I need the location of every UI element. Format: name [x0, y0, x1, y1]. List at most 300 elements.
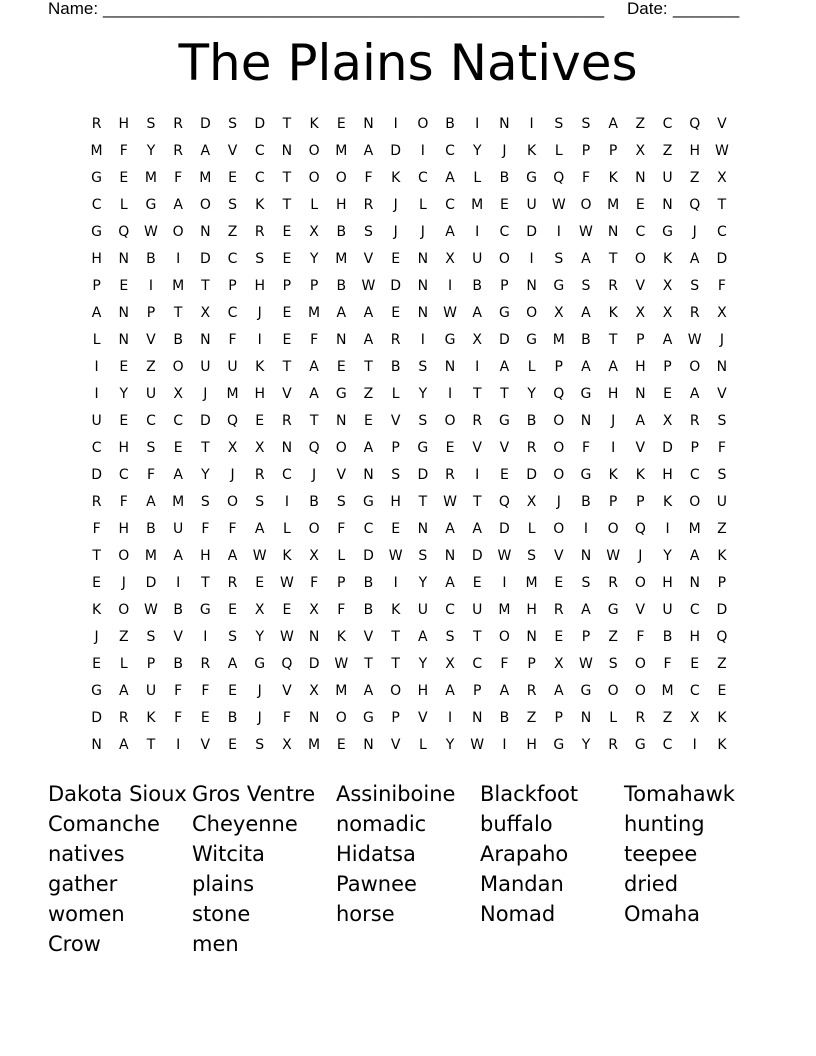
grid-letter[interactable]: I — [420, 332, 425, 348]
grid-letter[interactable]: X — [309, 224, 319, 240]
grid-letter[interactable]: D — [526, 224, 537, 240]
grid-letter[interactable]: J — [692, 224, 697, 240]
grid-letter[interactable]: J — [230, 467, 235, 483]
grid-letter[interactable]: M — [199, 170, 212, 186]
grid-letter[interactable]: A — [608, 359, 618, 375]
grid-letter[interactable]: I — [176, 737, 181, 753]
grid-letter[interactable]: E — [499, 467, 509, 483]
grid-letter[interactable]: B — [662, 629, 673, 645]
grid-letter[interactable]: U — [145, 683, 157, 699]
grid-letter[interactable]: E — [228, 737, 237, 753]
grid-letter[interactable]: O — [335, 170, 347, 186]
grid-letter[interactable]: A — [227, 548, 238, 564]
grid-letter[interactable]: F — [174, 683, 183, 699]
grid-letter[interactable]: N — [118, 251, 130, 267]
grid-letter[interactable]: T — [282, 359, 292, 375]
grid-letter[interactable]: I — [176, 575, 181, 591]
grid-letter[interactable]: H — [689, 143, 700, 159]
grid-letter[interactable]: L — [609, 710, 618, 726]
grid-letter[interactable]: N — [526, 278, 537, 294]
grid-letter[interactable]: F — [663, 656, 672, 672]
grid-letter[interactable]: E — [499, 197, 509, 213]
grid-letter[interactable]: B — [581, 494, 591, 510]
grid-letter[interactable]: H — [662, 575, 673, 591]
grid-letter[interactable]: N — [336, 332, 347, 348]
grid-letter[interactable]: U — [472, 602, 483, 618]
grid-letter[interactable]: M — [226, 386, 239, 402]
grid-letter[interactable]: F — [636, 629, 645, 645]
grid-letter[interactable]: B — [336, 224, 347, 240]
grid-letter[interactable]: W — [443, 494, 457, 510]
grid-letter[interactable]: N — [417, 521, 429, 537]
grid-letter[interactable]: G — [145, 197, 157, 213]
grid-letter[interactable]: S — [336, 494, 346, 510]
grid-letter[interactable]: F — [174, 170, 183, 186]
grid-letter[interactable]: X — [662, 278, 673, 294]
grid-letter[interactable]: C — [118, 467, 129, 483]
grid-letter[interactable]: D — [91, 467, 102, 483]
grid-letter[interactable]: P — [228, 278, 237, 294]
grid-letter[interactable]: O — [335, 710, 347, 726]
grid-letter[interactable]: G — [91, 224, 103, 240]
grid-letter[interactable]: E — [119, 170, 129, 186]
grid-letter[interactable]: P — [527, 656, 536, 672]
grid-letter[interactable]: R — [200, 656, 211, 672]
grid-letter[interactable]: P — [282, 278, 292, 294]
grid-letter[interactable]: T — [146, 737, 156, 753]
grid-letter[interactable]: C — [499, 224, 510, 240]
grid-letter[interactable]: I — [203, 629, 208, 645]
grid-letter[interactable]: R — [472, 413, 483, 429]
grid-letter[interactable]: V — [553, 548, 564, 564]
grid-letter[interactable]: V — [635, 440, 646, 456]
grid-letter[interactable]: F — [581, 440, 590, 456]
grid-letter[interactable]: J — [312, 467, 317, 483]
grid-letter[interactable]: I — [257, 332, 262, 348]
grid-letter[interactable]: D — [716, 602, 728, 618]
grid-letter[interactable]: T — [717, 197, 727, 213]
grid-letter[interactable]: A — [445, 575, 455, 591]
grid-letter[interactable]: I — [611, 440, 616, 456]
grid-letter[interactable]: O — [526, 305, 538, 321]
grid-letter[interactable]: O — [172, 359, 184, 375]
grid-letter[interactable]: E — [228, 170, 237, 186]
grid-letter[interactable]: K — [717, 737, 727, 753]
grid-letter[interactable]: B — [526, 413, 537, 429]
grid-letter[interactable]: E — [663, 386, 672, 402]
grid-letter[interactable]: E — [690, 656, 700, 672]
grid-letter[interactable]: Y — [445, 737, 455, 753]
grid-letter[interactable]: W — [443, 305, 457, 321]
grid-letter[interactable]: F — [500, 656, 509, 672]
grid-letter[interactable]: G — [498, 413, 510, 429]
grid-letter[interactable]: A — [200, 143, 211, 159]
grid-letter[interactable]: N — [281, 440, 293, 456]
grid-letter[interactable]: W — [361, 278, 376, 294]
grid-letter[interactable]: C — [689, 467, 700, 483]
grid-letter[interactable]: C — [417, 170, 428, 186]
grid-letter[interactable]: F — [119, 494, 128, 510]
grid-letter[interactable]: M — [335, 143, 348, 159]
grid-letter[interactable]: C — [254, 170, 265, 186]
grid-letter[interactable]: C — [91, 440, 102, 456]
grid-letter[interactable]: R — [227, 575, 238, 591]
grid-letter[interactable]: X — [254, 440, 265, 456]
grid-letter[interactable]: P — [581, 629, 591, 645]
grid-letter[interactable]: G — [662, 224, 673, 240]
grid-letter[interactable]: R — [91, 116, 102, 132]
grid-letter[interactable]: Y — [146, 143, 156, 159]
grid-letter[interactable]: M — [525, 575, 538, 591]
grid-letter[interactable]: H — [689, 629, 700, 645]
grid-letter[interactable]: J — [611, 413, 616, 429]
grid-letter[interactable]: P — [554, 710, 563, 726]
grid-letter[interactable]: J — [257, 683, 262, 699]
grid-letter[interactable]: C — [445, 602, 455, 618]
grid-letter[interactable]: N — [580, 548, 592, 564]
grid-letter[interactable]: A — [309, 386, 319, 402]
grid-letter[interactable]: M — [498, 602, 511, 618]
grid-letter[interactable]: B — [445, 116, 455, 132]
grid-letter[interactable]: S — [717, 413, 727, 429]
grid-letter[interactable]: E — [336, 116, 346, 132]
grid-letter[interactable]: T — [282, 197, 292, 213]
grid-letter[interactable]: I — [475, 116, 480, 132]
grid-letter[interactable]: D — [471, 548, 483, 564]
grid-letter[interactable]: P — [636, 494, 645, 510]
grid-letter[interactable]: C — [717, 224, 727, 240]
grid-letter[interactable]: O — [227, 494, 239, 510]
grid-letter[interactable]: X — [662, 413, 673, 429]
grid-letter[interactable]: C — [227, 251, 238, 267]
grid-letter[interactable]: I — [529, 116, 534, 132]
grid-letter[interactable]: X — [553, 305, 564, 321]
grid-letter[interactable]: O — [308, 143, 320, 159]
grid-letter[interactable]: Z — [526, 710, 537, 726]
grid-letter[interactable]: T — [282, 116, 292, 132]
grid-letter[interactable]: S — [608, 656, 618, 672]
name-field[interactable]: _____________________________________________________ — [103, 0, 605, 18]
grid-letter[interactable]: K — [255, 359, 265, 375]
grid-letter[interactable]: S — [391, 467, 401, 483]
grid-letter[interactable]: Y — [201, 467, 210, 483]
grid-letter[interactable]: Z — [717, 521, 727, 537]
grid-letter[interactable]: H — [118, 521, 130, 537]
grid-letter[interactable]: O — [689, 494, 701, 510]
grid-letter[interactable]: I — [502, 575, 507, 591]
grid-letter[interactable]: K — [608, 170, 618, 186]
grid-letter[interactable]: Z — [146, 359, 156, 375]
grid-letter[interactable]: X — [553, 656, 564, 672]
grid-letter[interactable]: X — [254, 602, 265, 618]
grid-letter[interactable]: A — [91, 305, 102, 321]
grid-letter[interactable]: D — [390, 278, 402, 294]
grid-letter[interactable]: M — [607, 197, 620, 213]
grid-letter[interactable]: D — [499, 332, 510, 348]
grid-letter[interactable]: O — [634, 656, 646, 672]
grid-letter[interactable]: W — [279, 629, 294, 645]
grid-letter[interactable]: D — [662, 440, 673, 456]
grid-letter[interactable]: H — [635, 359, 646, 375]
grid-letter[interactable]: H — [118, 440, 130, 456]
grid-letter[interactable]: H — [336, 197, 347, 213]
grid-letter[interactable]: O — [118, 602, 130, 618]
grid-letter[interactable]: E — [200, 710, 210, 726]
grid-letter[interactable]: U — [227, 359, 238, 375]
grid-letter[interactable]: R — [282, 413, 292, 429]
grid-letter[interactable]: A — [445, 521, 455, 537]
grid-letter[interactable]: N — [118, 305, 130, 321]
grid-letter[interactable]: F — [337, 602, 346, 618]
grid-letter[interactable]: Z — [227, 224, 238, 240]
grid-letter[interactable]: V — [282, 386, 292, 402]
grid-letter[interactable]: W — [687, 332, 702, 348]
grid-letter[interactable]: B — [390, 359, 401, 375]
grid-letter[interactable]: H — [526, 602, 537, 618]
grid-letter[interactable]: G — [363, 710, 374, 726]
grid-letter[interactable]: A — [499, 359, 510, 375]
grid-letter[interactable]: R — [608, 737, 619, 753]
grid-letter[interactable]: E — [554, 629, 564, 645]
grid-letter[interactable]: V — [635, 602, 646, 618]
grid-letter[interactable]: I — [692, 737, 697, 753]
grid-letter[interactable]: L — [283, 521, 291, 537]
grid-letter[interactable]: H — [118, 116, 130, 132]
grid-letter[interactable]: I — [94, 386, 99, 402]
grid-letter[interactable]: Y — [309, 251, 319, 267]
grid-letter[interactable]: F — [364, 170, 373, 186]
grid-letter[interactable]: E — [635, 197, 645, 213]
grid-letter[interactable]: X — [173, 386, 183, 402]
grid-letter[interactable]: C — [689, 683, 700, 699]
grid-letter[interactable]: W — [144, 602, 158, 618]
grid-letter[interactable]: X — [309, 683, 319, 699]
grid-letter[interactable]: J — [502, 143, 507, 159]
grid-letter[interactable]: M — [144, 548, 158, 564]
grid-letter[interactable]: F — [146, 467, 155, 483]
grid-letter[interactable]: A — [173, 467, 183, 483]
grid-letter[interactable]: K — [391, 170, 401, 186]
grid-letter[interactable]: N — [444, 548, 456, 564]
grid-letter[interactable]: G — [254, 656, 266, 672]
grid-letter[interactable]: N — [417, 278, 429, 294]
grid-letter[interactable]: G — [634, 737, 646, 753]
grid-letter[interactable]: P — [690, 440, 699, 456]
grid-letter[interactable]: T — [500, 386, 509, 402]
grid-letter[interactable]: N — [91, 737, 102, 753]
grid-letter[interactable]: T — [282, 170, 292, 186]
grid-letter[interactable]: M — [688, 521, 701, 537]
grid-letter[interactable]: V — [635, 278, 646, 294]
grid-letter[interactable]: P — [146, 656, 156, 672]
grid-letter[interactable]: O — [580, 197, 592, 213]
grid-letter[interactable]: A — [581, 251, 591, 267]
grid-letter[interactable]: A — [336, 305, 347, 321]
grid-letter[interactable]: C — [146, 413, 156, 429]
grid-letter[interactable]: T — [364, 359, 373, 375]
grid-letter[interactable]: T — [201, 278, 210, 294]
grid-letter[interactable]: X — [526, 494, 537, 510]
grid-letter[interactable]: S — [581, 575, 591, 591]
grid-letter[interactable]: O — [444, 413, 456, 429]
grid-letter[interactable]: U — [91, 413, 102, 429]
grid-letter[interactable]: Q — [634, 521, 646, 537]
grid-letter[interactable]: O — [498, 251, 510, 267]
grid-letter[interactable]: M — [661, 683, 674, 699]
grid-letter[interactable]: W — [279, 575, 294, 591]
grid-letter[interactable]: S — [255, 494, 265, 510]
grid-letter[interactable]: I — [665, 521, 670, 537]
grid-letter[interactable]: X — [445, 251, 455, 267]
grid-letter[interactable]: K — [92, 602, 102, 618]
grid-letter[interactable]: Y — [472, 143, 482, 159]
grid-letter[interactable]: L — [310, 197, 318, 213]
grid-letter[interactable]: T — [201, 440, 210, 456]
grid-letter[interactable]: X — [635, 143, 646, 159]
grid-letter[interactable]: S — [690, 278, 700, 294]
grid-letter[interactable]: X — [472, 332, 483, 348]
grid-letter[interactable]: H — [662, 467, 673, 483]
grid-letter[interactable]: E — [92, 575, 102, 591]
grid-letter[interactable]: K — [717, 710, 727, 726]
grid-letter[interactable]: T — [201, 575, 210, 591]
grid-letter[interactable]: O — [607, 683, 619, 699]
grid-letter[interactable]: G — [580, 683, 592, 699]
grid-letter[interactable]: A — [363, 305, 374, 321]
grid-letter[interactable]: B — [472, 278, 483, 294]
grid-letter[interactable]: Y — [418, 386, 428, 402]
grid-letter[interactable]: S — [146, 440, 156, 456]
grid-letter[interactable]: C — [282, 467, 292, 483]
grid-letter[interactable]: X — [717, 305, 727, 321]
date-field[interactable]: _______ — [673, 0, 740, 18]
grid-letter[interactable]: T — [92, 548, 101, 564]
grid-letter[interactable]: U — [716, 494, 728, 510]
grid-letter[interactable]: A — [635, 413, 646, 429]
grid-letter[interactable]: R — [91, 494, 102, 510]
grid-letter[interactable]: F — [282, 710, 291, 726]
grid-letter[interactable]: S — [554, 116, 564, 132]
grid-letter[interactable]: T — [608, 332, 618, 348]
grid-letter[interactable]: I — [148, 278, 154, 294]
grid-letter[interactable]: U — [145, 386, 157, 402]
grid-letter[interactable]: V — [363, 629, 374, 645]
grid-letter[interactable]: U — [526, 197, 537, 213]
grid-letter[interactable]: O — [417, 116, 429, 132]
grid-letter[interactable]: L — [418, 197, 427, 213]
grid-letter[interactable]: Q — [553, 386, 565, 402]
grid-letter[interactable]: T — [472, 629, 482, 645]
grid-letter[interactable]: G — [526, 170, 538, 186]
grid-letter[interactable]: K — [717, 548, 727, 564]
grid-letter[interactable]: E — [119, 278, 129, 294]
grid-letter[interactable]: P — [92, 278, 101, 294]
grid-letter[interactable]: F — [174, 710, 183, 726]
grid-letter[interactable]: N — [200, 332, 211, 348]
grid-letter[interactable]: V — [363, 251, 374, 267]
grid-letter[interactable]: W — [334, 656, 349, 672]
grid-letter[interactable]: X — [282, 737, 292, 753]
grid-letter[interactable]: S — [146, 629, 156, 645]
grid-letter[interactable]: O — [634, 575, 646, 591]
grid-letter[interactable]: A — [689, 386, 700, 402]
grid-letter[interactable]: A — [227, 656, 238, 672]
grid-letter[interactable]: J — [393, 197, 398, 213]
grid-letter[interactable]: P — [581, 143, 591, 159]
grid-letter[interactable]: X — [227, 440, 238, 456]
grid-letter[interactable]: N — [308, 710, 320, 726]
grid-letter[interactable]: I — [393, 116, 398, 132]
grid-letter[interactable]: V — [717, 386, 727, 402]
grid-letter[interactable]: O — [308, 521, 320, 537]
grid-letter[interactable]: E — [554, 575, 564, 591]
grid-letter[interactable]: D — [91, 710, 102, 726]
grid-letter[interactable]: L — [391, 386, 400, 402]
grid-letter[interactable]: J — [393, 224, 398, 240]
grid-letter[interactable]: Y — [527, 386, 536, 402]
grid-letter[interactable]: N — [471, 710, 483, 726]
grid-letter[interactable]: R — [173, 116, 184, 132]
grid-letter[interactable]: O — [689, 359, 701, 375]
grid-letter[interactable]: A — [173, 548, 183, 564]
grid-letter[interactable]: A — [689, 251, 700, 267]
grid-letter[interactable]: C — [91, 197, 102, 213]
grid-letter[interactable]: D — [145, 575, 157, 591]
grid-letter[interactable]: D — [390, 143, 402, 159]
grid-letter[interactable]: A — [146, 494, 156, 510]
grid-letter[interactable]: O — [498, 629, 510, 645]
grid-letter[interactable]: C — [635, 224, 646, 240]
grid-letter[interactable]: F — [581, 170, 590, 186]
grid-letter[interactable]: W — [497, 548, 512, 564]
grid-letter[interactable]: P — [500, 278, 509, 294]
grid-letter[interactable]: R — [553, 602, 564, 618]
grid-letter[interactable]: O — [553, 521, 565, 537]
grid-letter[interactable]: N — [363, 467, 374, 483]
grid-letter[interactable]: I — [529, 251, 534, 267]
grid-letter[interactable]: K — [336, 629, 346, 645]
grid-letter[interactable]: U — [662, 602, 673, 618]
grid-letter[interactable]: E — [255, 413, 265, 429]
grid-letter[interactable]: C — [173, 413, 184, 429]
grid-letter[interactable]: M — [144, 170, 158, 186]
grid-letter[interactable]: E — [391, 521, 401, 537]
grid-letter[interactable]: B — [499, 710, 510, 726]
grid-letter[interactable]: A — [254, 521, 265, 537]
grid-letter[interactable]: W — [606, 548, 621, 564]
grid-letter[interactable]: X — [717, 170, 727, 186]
grid-letter[interactable]: A — [689, 548, 700, 564]
grid-letter[interactable]: I — [447, 710, 453, 726]
grid-letter[interactable]: A — [418, 629, 428, 645]
grid-letter[interactable]: V — [390, 737, 401, 753]
grid-letter[interactable]: F — [228, 521, 237, 537]
grid-letter[interactable]: Z — [635, 116, 646, 132]
grid-letter[interactable]: T — [309, 413, 319, 429]
grid-letter[interactable]: U — [200, 359, 211, 375]
grid-letter[interactable]: S — [527, 548, 537, 564]
grid-letter[interactable]: Q — [689, 116, 701, 132]
grid-letter[interactable]: G — [417, 440, 429, 456]
grid-letter[interactable]: C — [445, 197, 455, 213]
grid-letter[interactable]: Q — [227, 413, 239, 429]
grid-letter[interactable]: A — [173, 197, 183, 213]
grid-letter[interactable]: T — [472, 386, 482, 402]
grid-letter[interactable]: P — [554, 359, 563, 375]
grid-letter[interactable]: Q — [498, 494, 510, 510]
grid-letter[interactable]: B — [499, 170, 510, 186]
grid-letter[interactable]: P — [309, 278, 319, 294]
